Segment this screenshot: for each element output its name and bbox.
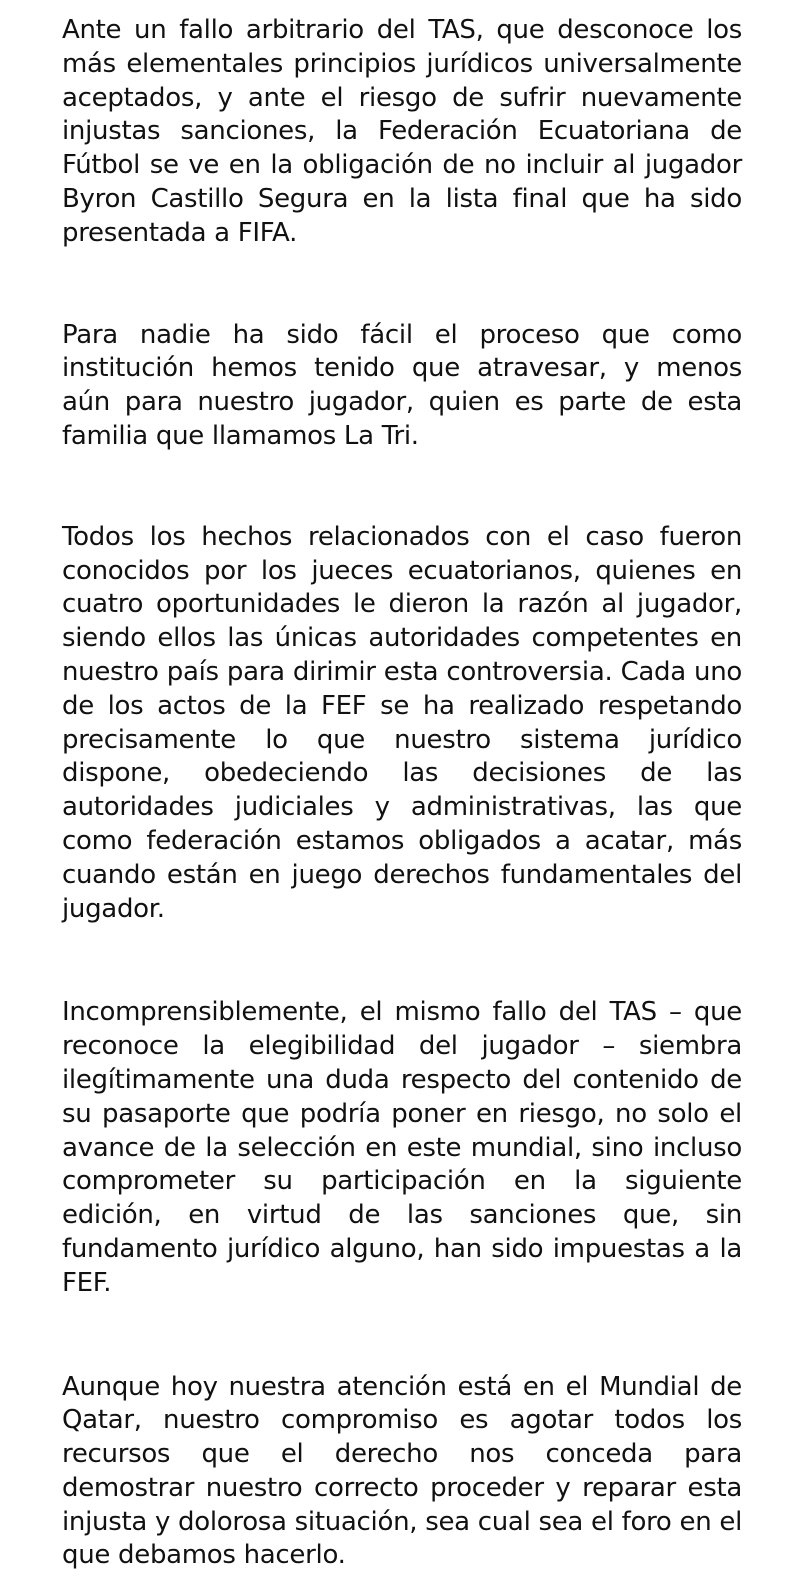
paragraph-commitment: Aunque hoy nuestra atención está en el Mundial de Qatar, nuestro compromiso es agotar todos los recursos que el derecho nos conceda para demostrar nuestro correcto proceder y reparar esta injusta y dolorosa situación, sea cual sea el foro en el que debamos hacerlo. xyxy=(62,1371,742,1571)
statement-text xyxy=(62,14,742,1573)
paragraph-passport-doubt: Incomprensiblemente, el mismo fallo del TAS – que reconoce la elegibilidad del jugador – siembra ilegítimamente una duda respecto del contenido de su pasaporte que podría poner en riesgo, no solo el avance de la selección en este mundial, sino incluso comprometer su participación en la siguiente edición, en virtud de las sanciones que, sin fundamento jurídico alguno, han sido impuestas a la FEF. xyxy=(62,997,742,1298)
paragraph-ecuadorian-judges: Todos los hechos relacionados con el caso fueron conocidos por los jueces ecuatorianos, quienes en cuatro oportunidades le dieron la razón al jugador, siendo ellos las únicas autoridades competentes en nuestro país para dirimir esta controversia. Cada uno de los actos de la FEF se ha realizado respetando precisamente lo que nuestro sistema jurídico dispone, obedeciendo las decisiones de las autoridades judiciales y administrativas, las que como federación estamos obligados a acatar, más cuando están en juego derechos fundamentales del jugador. xyxy=(62,521,742,924)
paragraph-tas-ruling: Ante un fallo arbitrario del TAS, que desconoce los más elementales principios jurídicos universalmente aceptados, y ante el riesgo de sufrir nuevamente injustas sanciones, la Federación Ecuatoriana de Fútbol se ve en la obligación de no incluir al jugador Byron Castillo Segura en la lista final que ha sido presentada a FIFA. xyxy=(62,15,742,248)
paragraph-difficult-process: Para nadie ha sido fácil el proceso que como institución hemos tenido que atravesar, y menos aún para nuestro jugador, quien es parte de esta familia que llamamos La Tri. xyxy=(62,319,742,451)
